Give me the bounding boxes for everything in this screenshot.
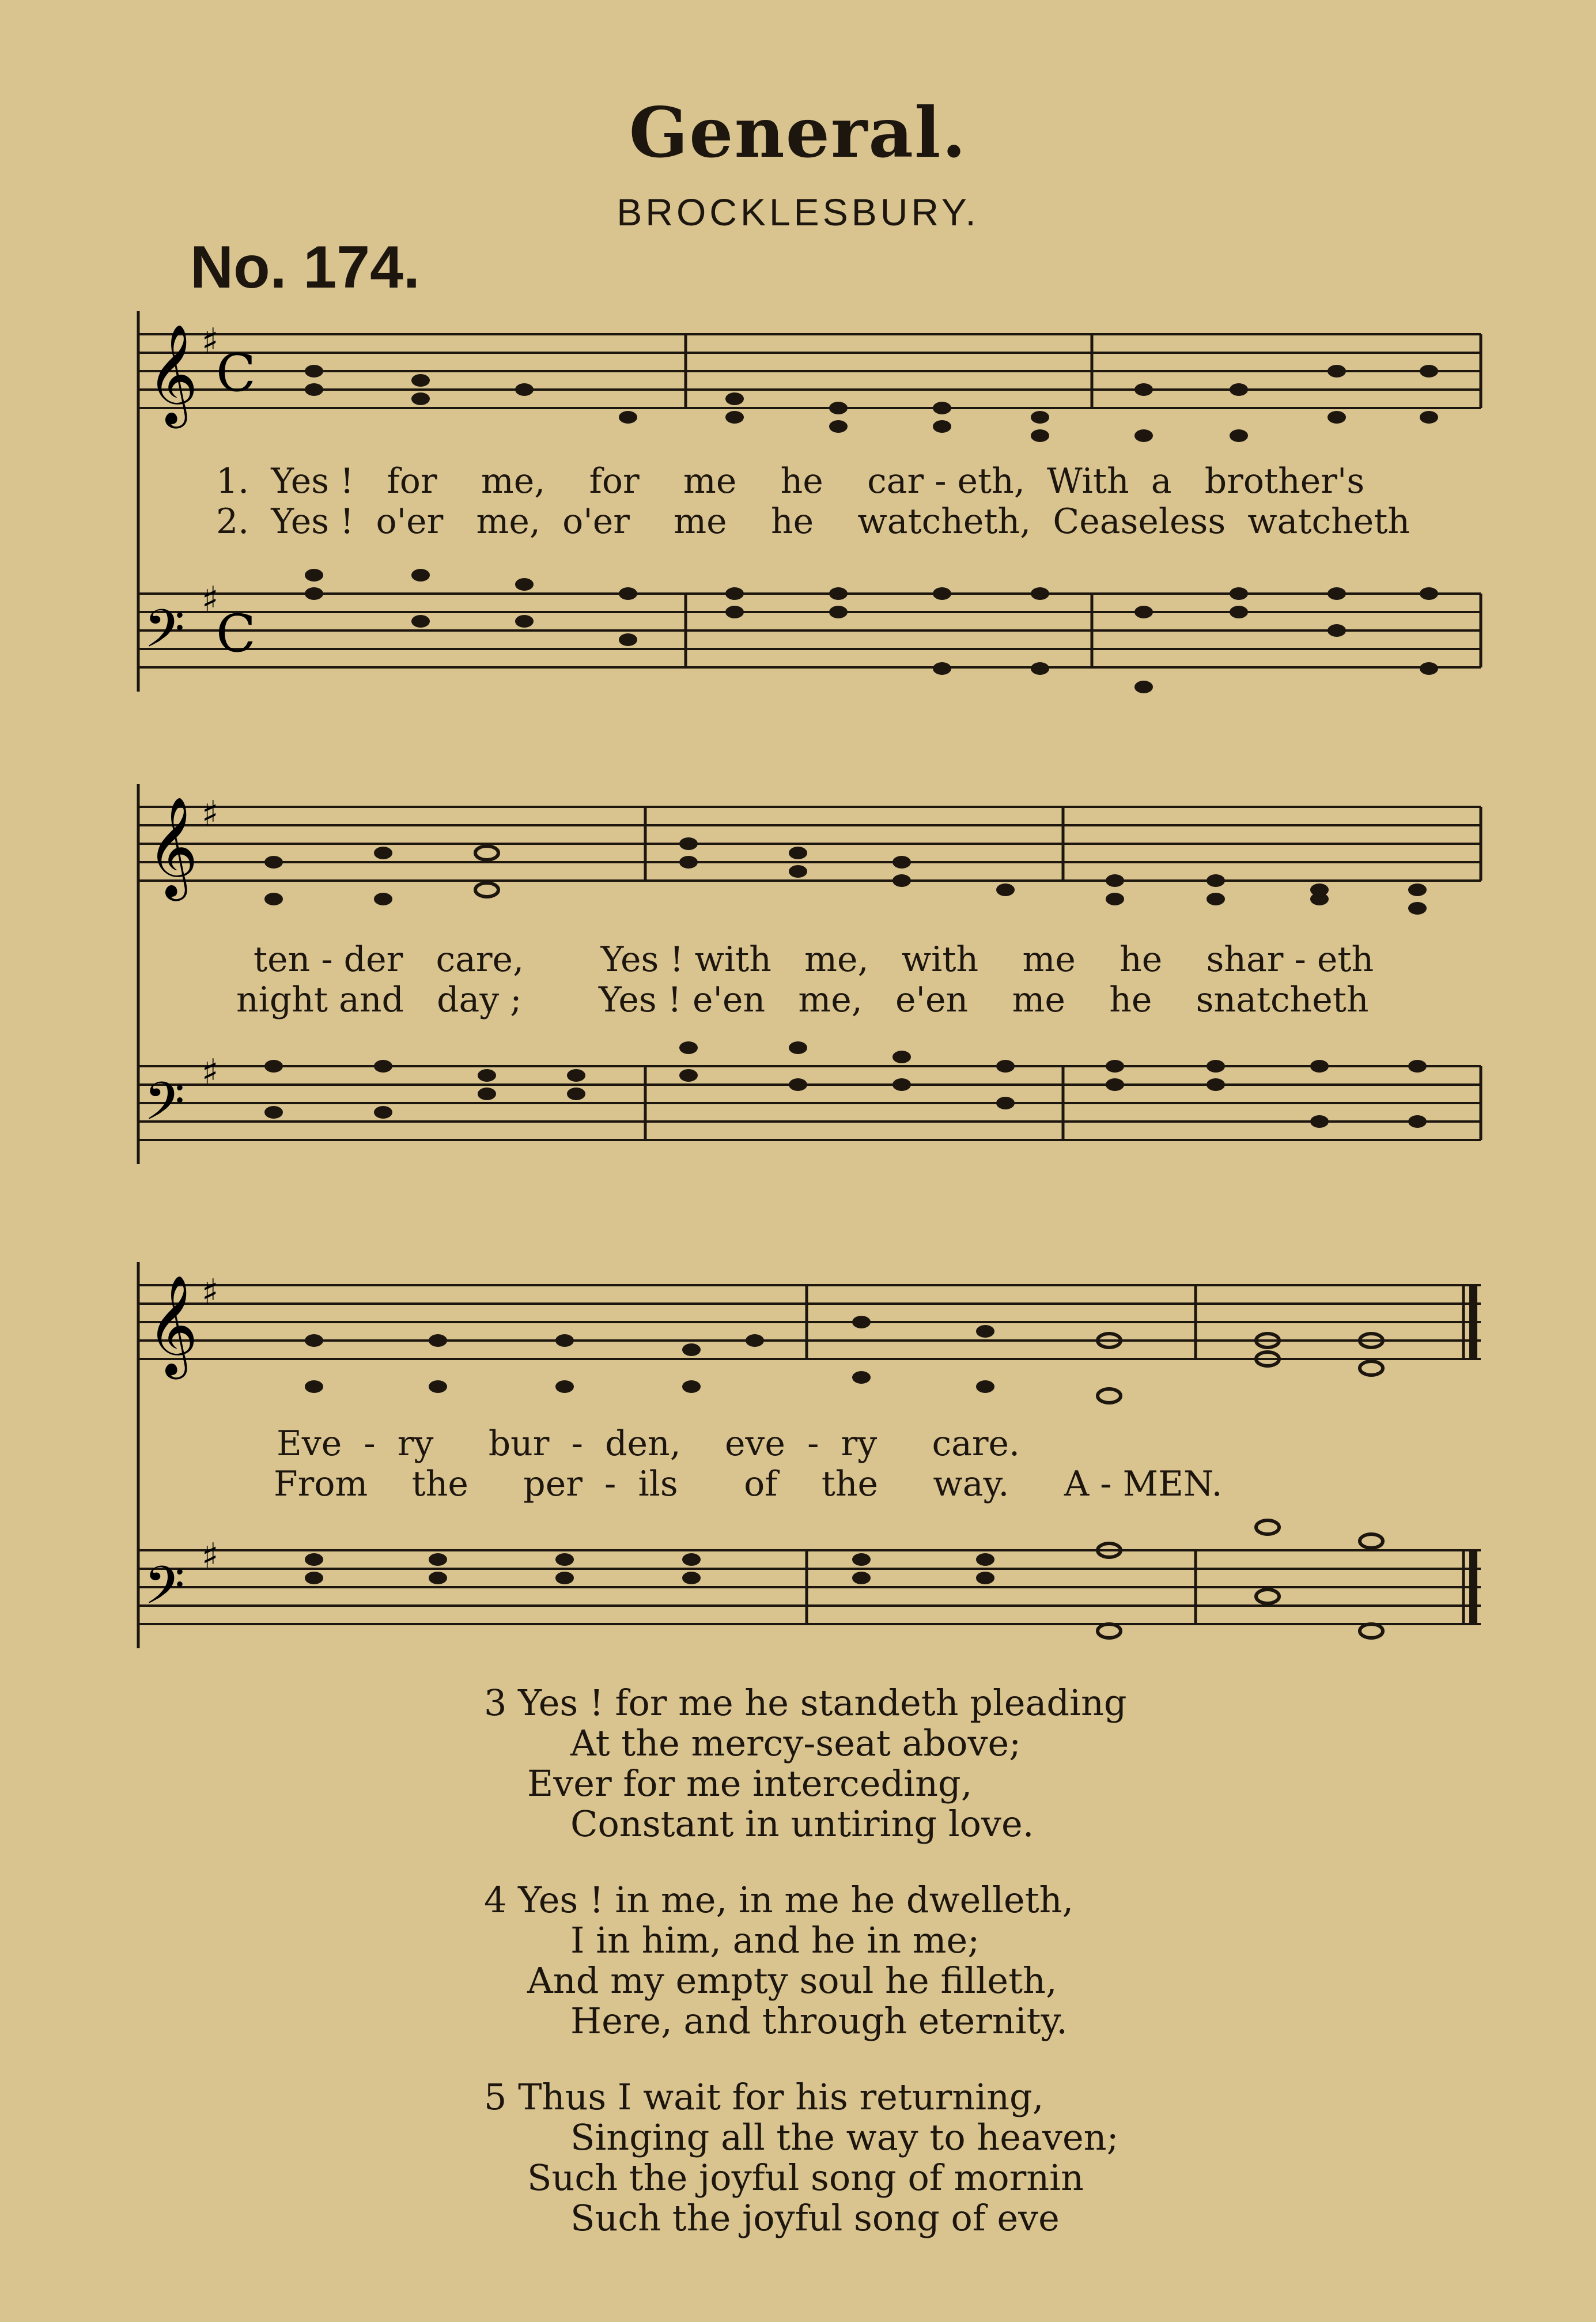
sharp-icon: ♯	[202, 1536, 219, 1576]
common-time-icon: C	[216, 603, 256, 664]
lyrics-system-3-verse-1: Eve - ry bur - den, eve - ry care.	[277, 1424, 1020, 1464]
treble-staff-2	[138, 807, 1481, 881]
verse-line: Singing all the way to heaven;	[570, 2116, 1119, 2158]
verse-line: 5 Thus I wait for his returning,	[484, 2076, 1044, 2118]
lyrics-system-1-verse-1: 1. Yes ! for me, for me he car - eth, With a brother's	[216, 461, 1365, 501]
verse-line: Here, and through eternity.	[570, 2000, 1068, 2042]
treble-clef-icon: 𝄞	[147, 1275, 198, 1375]
lyrics-system-1-verse-2: 2. Yes ! o'er me, o'er me he watcheth, Ceaseless watcheth	[216, 501, 1410, 542]
sharp-icon: ♯	[202, 794, 219, 834]
treble-clef-icon: 𝄞	[147, 796, 198, 897]
additional-verses	[484, 1683, 1406, 2274]
bass-staff-2	[138, 1066, 1481, 1140]
verse-line: I in him, and he in me;	[570, 1919, 980, 1961]
sharp-icon: ♯	[202, 579, 219, 620]
hymn-number: No. 174.	[190, 234, 420, 301]
bass-clef-icon: 𝄢	[144, 1071, 185, 1145]
treble-staff-3	[138, 1285, 1481, 1359]
treble-staff-1	[138, 334, 1481, 408]
lyrics-system-3-verse-2: From the per - ils of the way. A - MEN.	[274, 1464, 1223, 1504]
verse-3	[484, 1683, 1406, 1844]
verse-line: Such the joyful song of eve	[570, 2197, 1060, 2239]
verse-line: Such the joyful song of mornin	[527, 2157, 1084, 2199]
lyrics-system-2-verse-2: night and day ; Yes ! e'en me, e'en me he snatcheth	[236, 980, 1369, 1020]
verse-line: Constant in untiring love.	[570, 1803, 1034, 1845]
verse-line: 3 Yes ! for me he standeth pleading	[484, 1682, 1127, 1724]
bass-staff-3	[138, 1550, 1481, 1624]
verse-5	[484, 2077, 1406, 2238]
verse-4	[484, 1880, 1406, 2041]
section-title: General.	[629, 92, 967, 173]
sharp-icon: ♯	[202, 321, 219, 361]
treble-clef-icon: 𝄞	[147, 324, 198, 424]
sharp-icon: ♯	[202, 1052, 219, 1092]
verse-line: Ever for me interceding,	[527, 1762, 973, 1804]
bass-staff-1	[138, 594, 1481, 667]
verse-line: 4 Yes ! in me, in me he dwelleth,	[484, 1879, 1074, 1921]
common-time-icon: C	[216, 343, 256, 403]
verse-line: At the mercy-seat above;	[570, 1722, 1022, 1764]
final-barline-3	[1469, 1285, 1477, 1624]
sharp-icon: ♯	[202, 1272, 219, 1312]
tune-name: BROCKLESBURY.	[617, 191, 979, 233]
verse-line: And my empty soul he filleth,	[527, 1959, 1057, 2002]
bass-clef-icon: 𝄢	[144, 1555, 185, 1629]
bass-clef-icon: 𝄢	[144, 598, 185, 672]
lyrics-system-2-verse-1: ten - der care, Yes ! with me, with me he shar - eth	[254, 939, 1374, 980]
